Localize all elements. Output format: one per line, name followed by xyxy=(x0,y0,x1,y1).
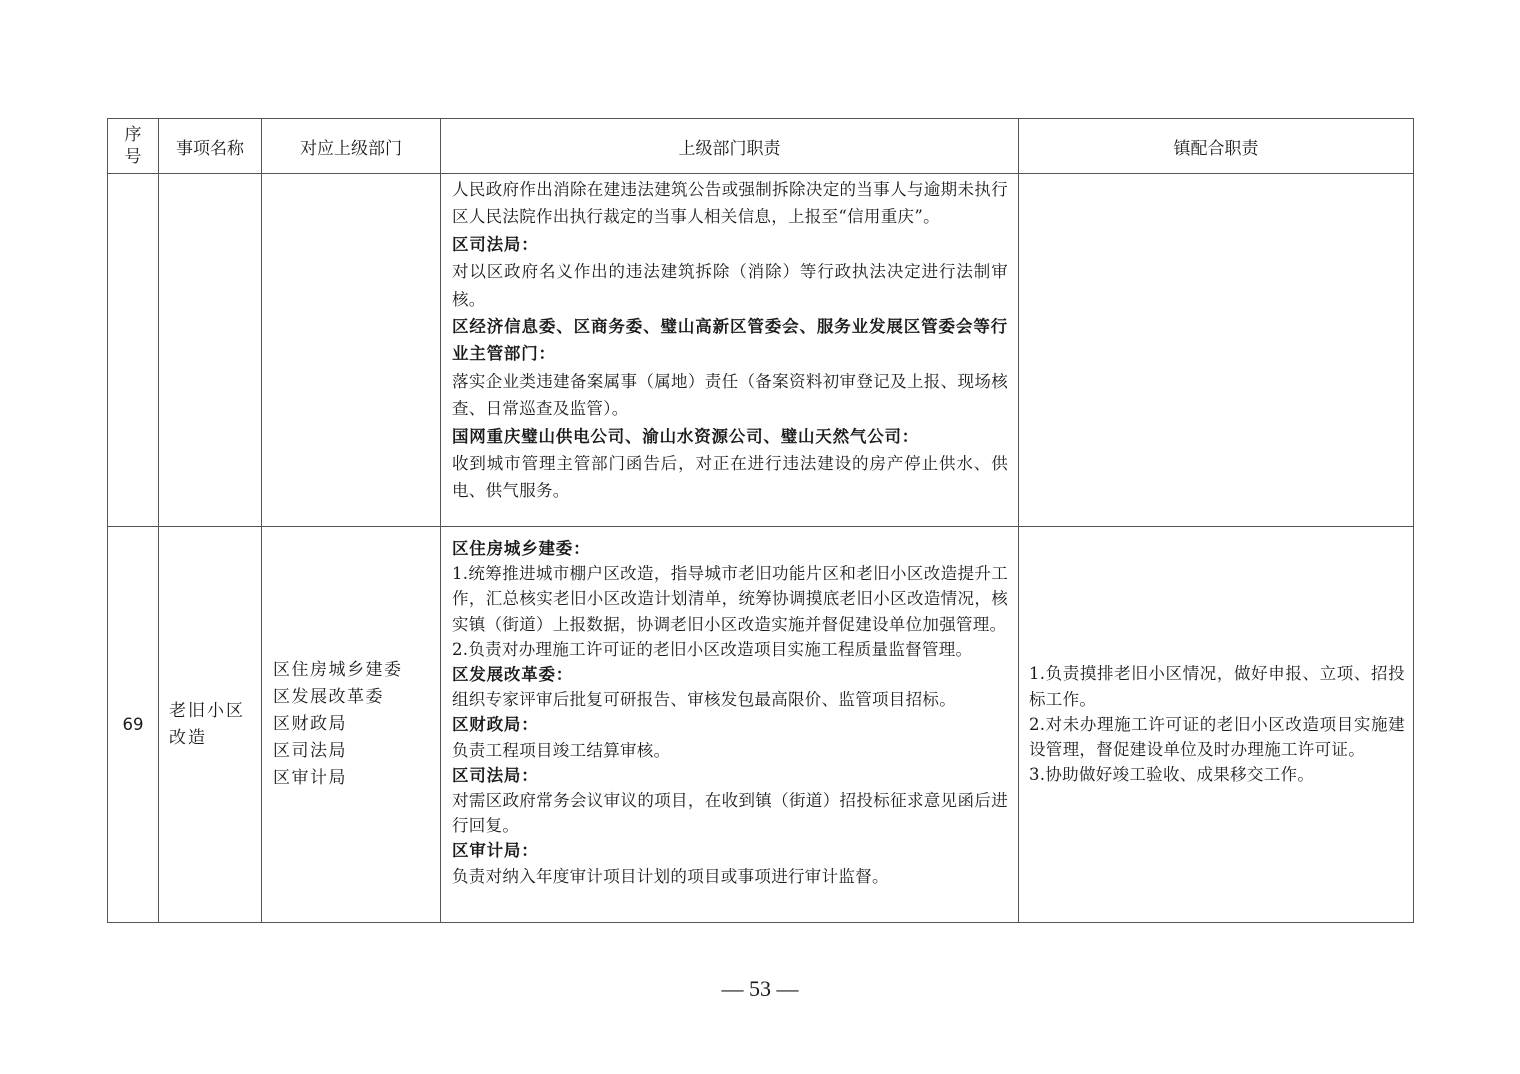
cell-departments xyxy=(262,527,441,923)
cell-empty-town xyxy=(1019,174,1414,527)
department-item: 区发展改革委 xyxy=(273,687,384,707)
header-seq xyxy=(108,119,159,174)
header-item-name: 事项名称 xyxy=(159,119,262,174)
duty-heading: 国网重庆璧山供电公司、渝山水资源公司、璧山天然气公司： xyxy=(452,426,920,446)
header-upper-duties: 上级部门职责 xyxy=(441,119,1019,174)
cell-empty-name xyxy=(159,174,262,527)
department-item: 区审计局 xyxy=(273,768,347,788)
duty-heading: 区司法局： xyxy=(452,234,539,254)
duty-heading: 区财政局： xyxy=(452,715,539,735)
duty-text: 负责工程项目竣工结算审核。 xyxy=(452,740,671,760)
duty-text: 2.负责对办理施工许可证的老旧小区改造项目实施工程质量监督管理。 xyxy=(452,639,973,659)
duty-text: 1.统筹推进城市棚户区改造，指导城市老旧功能片区和老旧小区改造提升工作，汇总核实老旧小区改造计划清单，统筹协调摸底老旧小区改造情况，核实镇（街道）上报数据，协调老旧小区改造实施并督促建设单位加强管理。 xyxy=(452,564,1008,634)
item-name: 老旧小区改造 xyxy=(169,700,245,748)
cell-town-duties xyxy=(1019,527,1414,923)
table-row-69 xyxy=(108,527,1414,923)
duty-text: 人民政府作出消除在建违法建筑公告或强制拆除决定的当事人与逾期未执行区人民法院作出执行裁定的当事人相关信息，上报至“信用重庆”。 xyxy=(452,180,1008,227)
town-duty-item: 1.负责摸排老旧小区情况，做好申报、立项、招投标工作。 xyxy=(1029,664,1405,709)
header-upper-dept: 对应上级部门 xyxy=(262,119,441,174)
duty-text: 负责对纳入年度审计项目计划的项目或事项进行审计监督。 xyxy=(452,866,889,886)
duty-text: 落实企业类违建备案属事（属地）责任（备案资料初审登记及上报、现场核查、日常巡查及监管）。 xyxy=(452,371,1008,419)
town-duty-item: 2.对未办理施工许可证的老旧小区改造项目实施建设管理，督促建设单位及时办理施工许可证。 xyxy=(1029,714,1405,760)
town-duty-item: 3.协助做好竣工验收、成果移交工作。 xyxy=(1029,765,1315,785)
page-number: — 53 — xyxy=(721,976,799,1001)
duty-text: 收到城市管理主管部门函告后，对正在进行违法建设的房产停止供水、供电、供气服务。 xyxy=(452,454,1008,501)
duty-text: 对以区政府名义作出的违法建筑拆除（消除）等行政执法决定进行法制审核。 xyxy=(452,262,1008,309)
header-row xyxy=(108,119,1414,174)
cell-item-name xyxy=(159,527,262,923)
duty-heading: 区发展改革委： xyxy=(452,665,574,685)
cell-empty-seq xyxy=(108,174,159,527)
duty-heading: 区审计局： xyxy=(452,841,539,861)
table-row-continued xyxy=(108,174,1414,527)
header-seq-top: 序 xyxy=(124,125,142,145)
cell-empty-dept xyxy=(262,174,441,527)
department-item: 区司法局 xyxy=(273,741,347,761)
row-number: 69 xyxy=(108,527,159,923)
header-town-duties: 镇配合职责 xyxy=(1019,119,1414,174)
duty-text: 对需区政府常务会议审议的项目，在收到镇（街道）招投标征求意见函后进行回复。 xyxy=(452,791,1008,836)
responsibility-table xyxy=(107,118,1414,923)
cell-upper-duties-continued xyxy=(441,174,1019,527)
cell-upper-duties-69 xyxy=(441,527,1019,923)
duty-text: 组织专家评审后批复可研报告、审核发包最高限价、监管项目招标。 xyxy=(452,690,956,710)
duty-heading: 区经济信息委、区商务委、璧山高新区管委会、服务业发展区管委会等行业主管部门： xyxy=(452,317,1008,364)
department-item: 区住房城乡建委 xyxy=(273,660,403,680)
department-item: 区财政局 xyxy=(273,714,347,734)
duty-heading: 区住房城乡建委： xyxy=(452,539,591,558)
header-seq-bottom: 号 xyxy=(124,147,142,167)
duty-heading: 区司法局： xyxy=(452,765,539,785)
